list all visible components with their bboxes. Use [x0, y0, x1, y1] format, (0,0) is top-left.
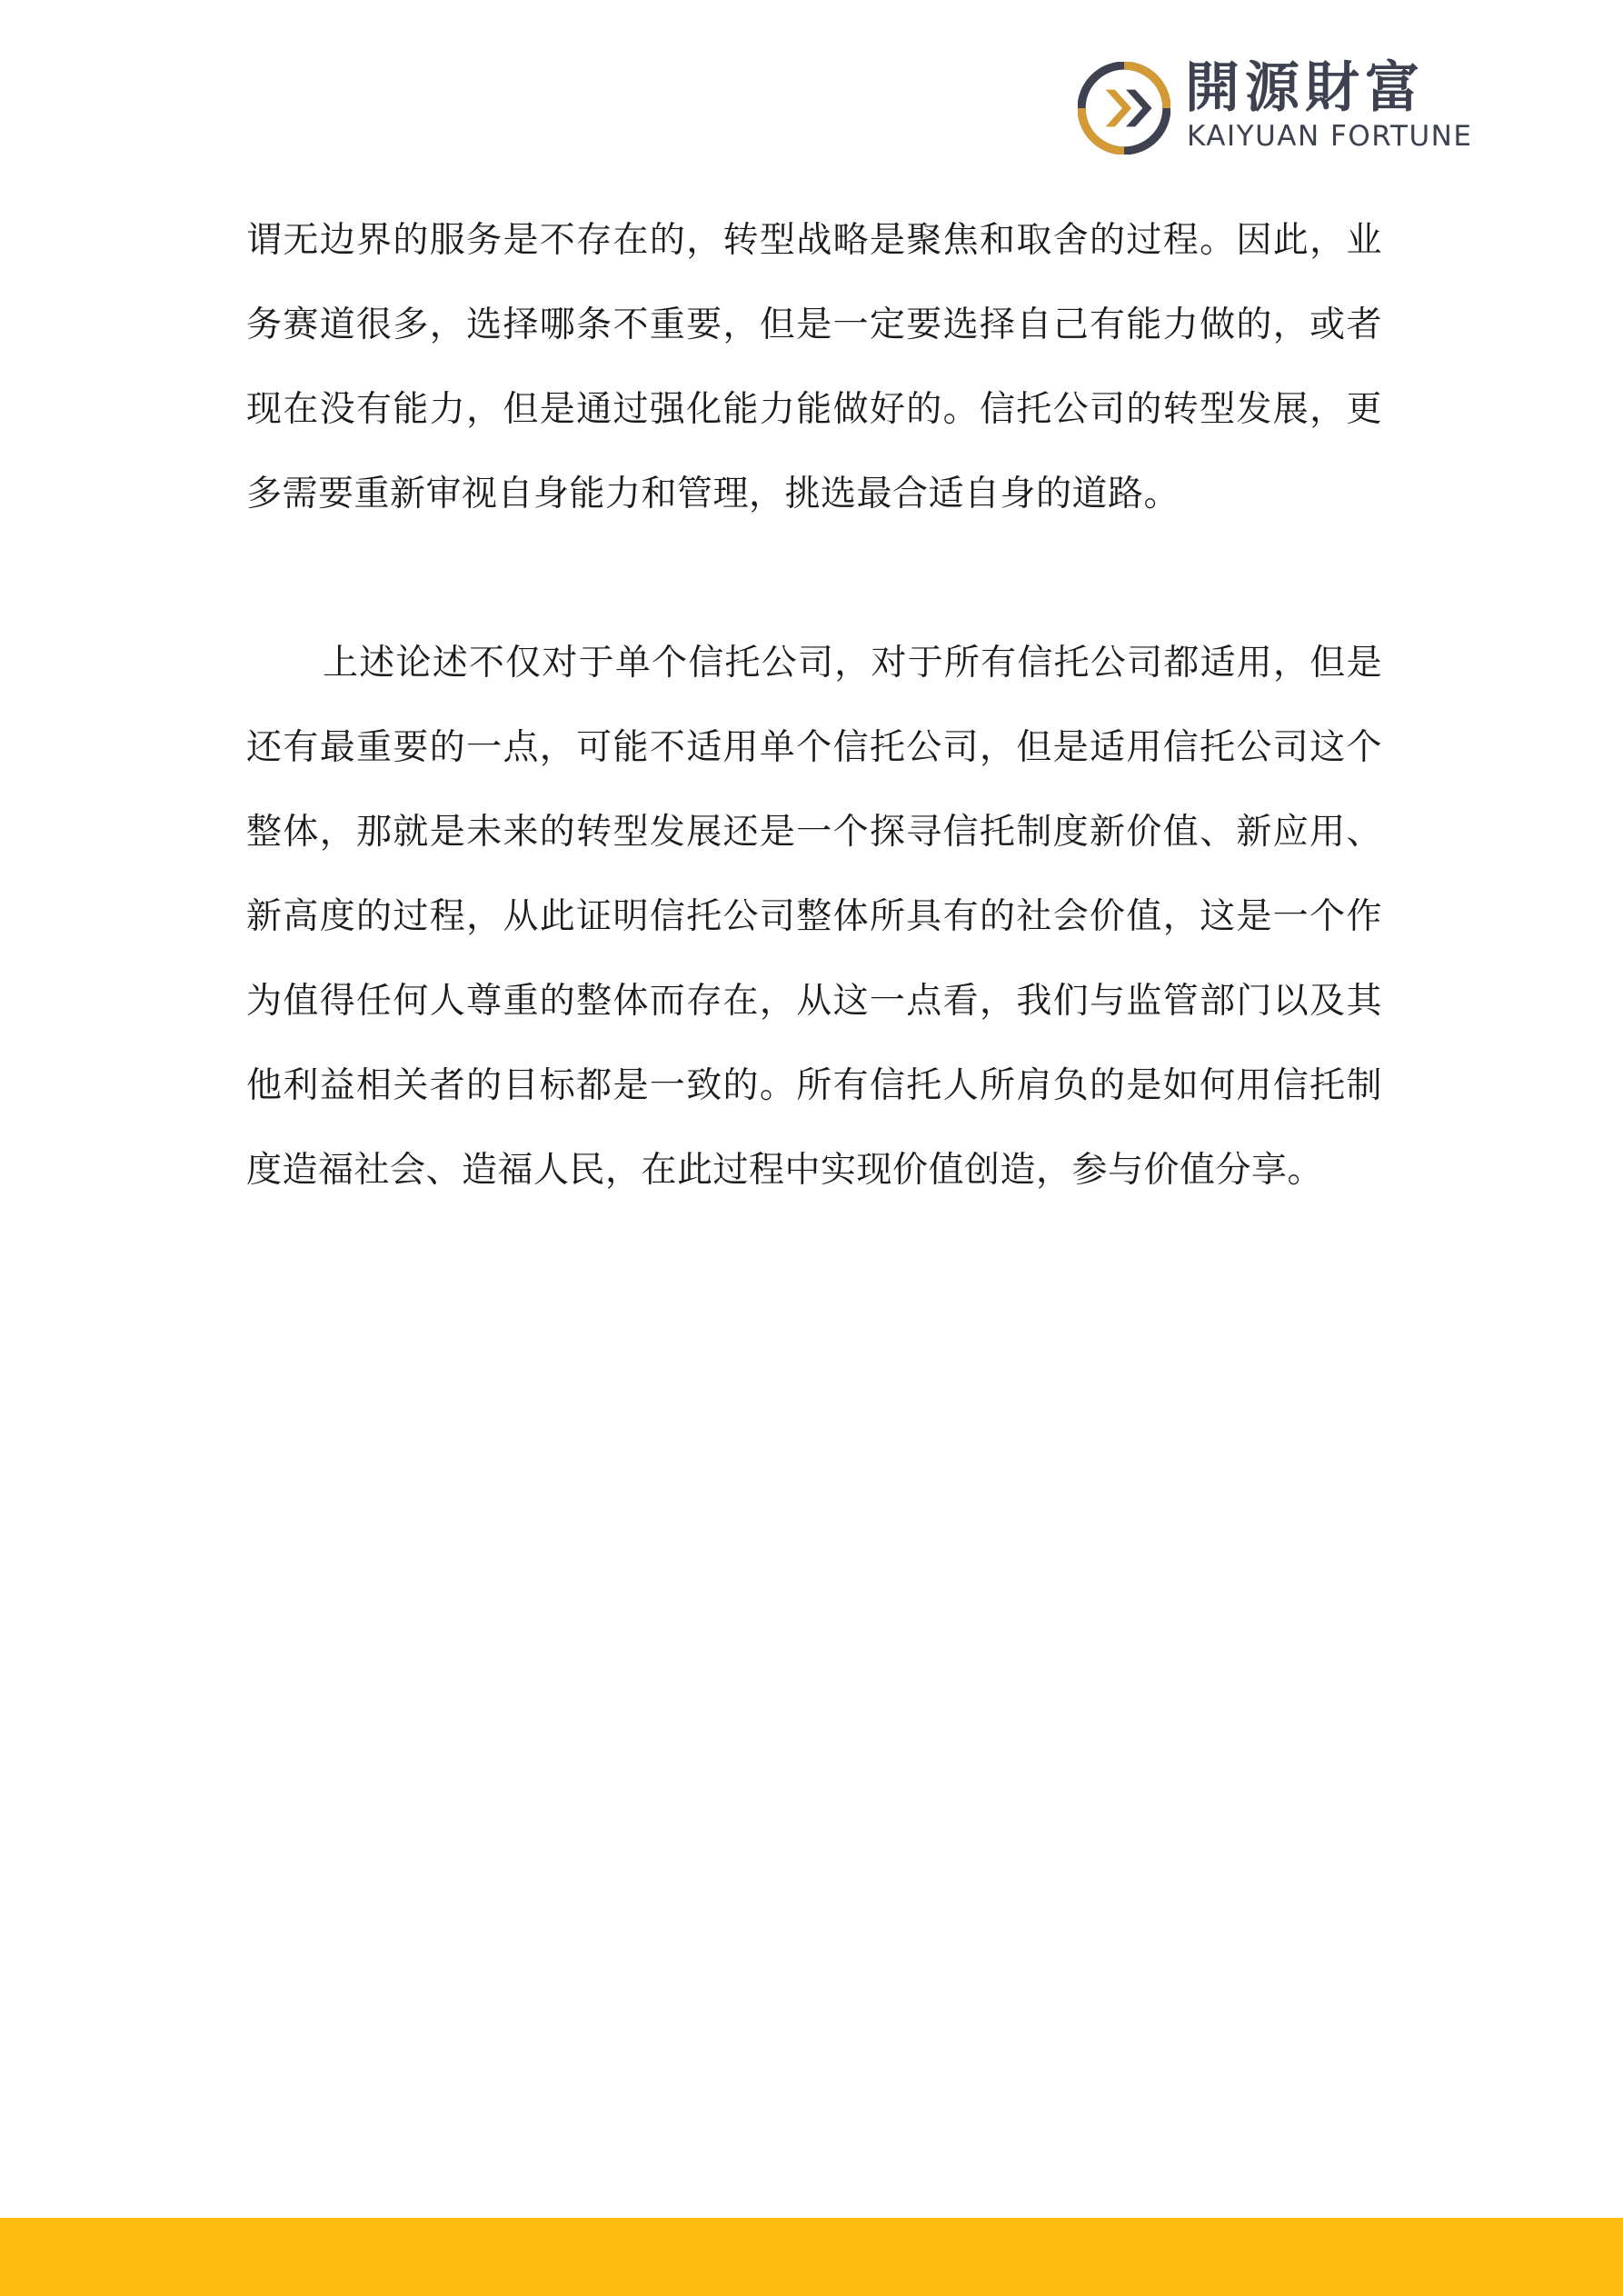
logo-english-name: KAIYUAN FORTUNE — [1187, 120, 1473, 153]
body-paragraph-1: 谓无边界的服务是不存在的，转型战略是聚焦和取舍的过程。因此，业务赛道很多，选择哪条不重要，但是一定要选择自己有能力做的，或者现在没有能力，但是通过强化能力能做好的。信托公司的转型发展，更多需要重新审视自身能力和管理，挑选最合适自身的道路。 — [246, 220, 1382, 514]
logo-chinese-name: 開源財富 — [1185, 56, 1425, 120]
footer-bar — [0, 2218, 1623, 2296]
header-logo — [1078, 56, 1487, 156]
kaiyuan-logo-icon — [1078, 62, 1170, 155]
body-paragraph-2: 上述论述不仅对于单个信托公司，对于所有信托公司都适用，但是还有最重要的一点，可能不适用单个信托公司，但是适用信托公司这个整体，那就是未来的转型发展还是一个探寻信托制度新价值、新应用、新高度的过程，从此证明信托公司整体所具有的社会价值，这是一个作为值得任何人尊重的整体而存在，从这一点看，我们与监管部门以及其他利益相关者的目标都是一致的。所有信托人所肩负的是如何用信托制度造福社会、造福人民，在此过程中实现价值创造，参与价值分享。 — [246, 643, 1382, 1191]
